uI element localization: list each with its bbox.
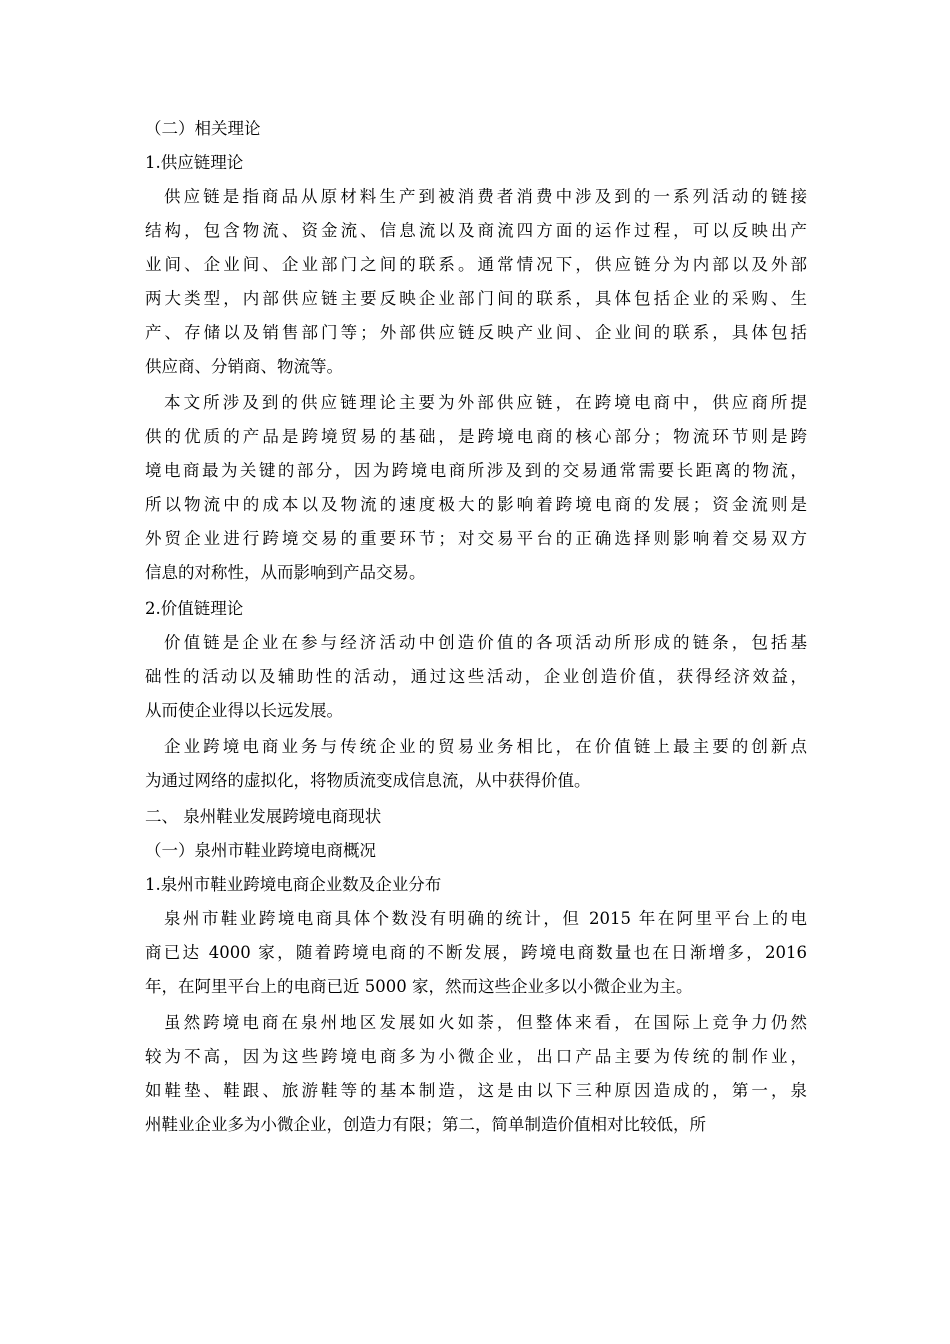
paragraph-line: 信息的对称性，从而影响到产品交易。	[145, 563, 426, 582]
paragraph-line: 境电商最为关键的部分，因为跨境电商所涉及到的交易通常需要长距离的物流，	[145, 461, 807, 480]
paragraph-line: 所以物流中的成本以及物流的速度极大的影响着跨境电商的发展；资金流则是	[145, 495, 807, 514]
paragraph-line: 供的优质的产品是跨境贸易的基础，是跨境电商的核心部分；物流环节则是跨	[145, 427, 807, 446]
paragraph-line: 价值链是企业在参与经济活动中创造价值的各项活动所形成的链条，包括基	[164, 633, 807, 652]
paragraph-line: 础性的活动以及辅助性的活动，通过这些活动，企业创造价值，获得经济效益，	[145, 667, 807, 686]
document-body	[145, 112, 807, 1144]
paragraph-line: 泉州市鞋业跨境电商具体个数没有明确的统计，但 2015 年在阿里平台上的电	[164, 909, 807, 928]
paragraph-line: 产、存储以及销售部门等；外部供应链反映产业间、企业间的联系，具体包括	[145, 323, 807, 342]
paragraph-3	[145, 626, 807, 728]
paragraph-line: 较为不高，因为这些跨境电商多为小微企业，出口产品主要为传统的制作业，	[145, 1047, 807, 1066]
paragraph-line: 供应商、分销商、物流等。	[145, 357, 343, 376]
paragraph-6	[145, 1006, 807, 1142]
paragraph-1	[145, 180, 807, 384]
paragraph-line: 从而使企业得以长远发展。	[145, 701, 343, 720]
paragraph-line: 商已达 4000 家，随着跨境电商的不断发展，跨境电商数量也在日渐增多，2016	[145, 943, 807, 962]
paragraph-line: 业间、企业间、企业部门之间的联系。通常情况下，供应链分为内部以及外部	[145, 255, 807, 274]
paragraph-line: 两大类型，内部供应链主要反映企业部门间的联系，具体包括企业的采购、生	[145, 289, 807, 308]
paragraph-line: 结构，包含物流、资金流、信息流以及商流四方面的运作过程，可以反映出产	[145, 221, 807, 240]
paragraph-line: 外贸企业进行跨境交易的重要环节；对交易平台的正确选择则影响着交易双方	[145, 529, 807, 548]
paragraph-line: 如鞋垫、鞋跟、旅游鞋等的基本制造，这是由以下三种原因造成的，第一，泉	[145, 1081, 807, 1100]
section-heading-6: 1.泉州市鞋业跨境电商企业数及企业分布	[145, 875, 442, 894]
paragraph-5	[145, 902, 807, 1004]
section-heading-5: （一）泉州市鞋业跨境电商概况	[145, 841, 376, 860]
paragraph-line: 为通过网络的虚拟化，将物质流变成信息流，从中获得价值。	[145, 771, 591, 790]
paragraph-line: 供应链是指商品从原材料生产到被消费者消费中涉及到的一系列活动的链接	[164, 187, 807, 206]
paragraph-line: 州鞋业企业多为小微企业，创造力有限；第二，简单制造价值相对比较低，所	[145, 1115, 706, 1134]
paragraph-line: 企业跨境电商业务与传统企业的贸易业务相比，在价值链上最主要的创新点	[164, 737, 807, 756]
section-heading-2: 1.供应链理论	[145, 153, 244, 172]
paragraph-line: 虽然跨境电商在泉州地区发展如火如荼，但整体来看，在国际上竞争力仍然	[164, 1013, 807, 1032]
paragraph-line: 本文所涉及到的供应链理论主要为外部供应链，在跨境电商中，供应商所提	[164, 393, 807, 412]
paragraph-2	[145, 386, 807, 590]
paragraph-4	[145, 730, 807, 798]
section-heading-1: （二）相关理论	[145, 119, 261, 138]
section-heading-4: 二、 泉州鞋业发展跨境电商现状	[145, 807, 382, 826]
paragraph-line: 年，在阿里平台上的电商已近 5000 家，然而这些企业多以小微企业为主。	[145, 977, 693, 996]
section-heading-3: 2.价值链理论	[145, 599, 244, 618]
